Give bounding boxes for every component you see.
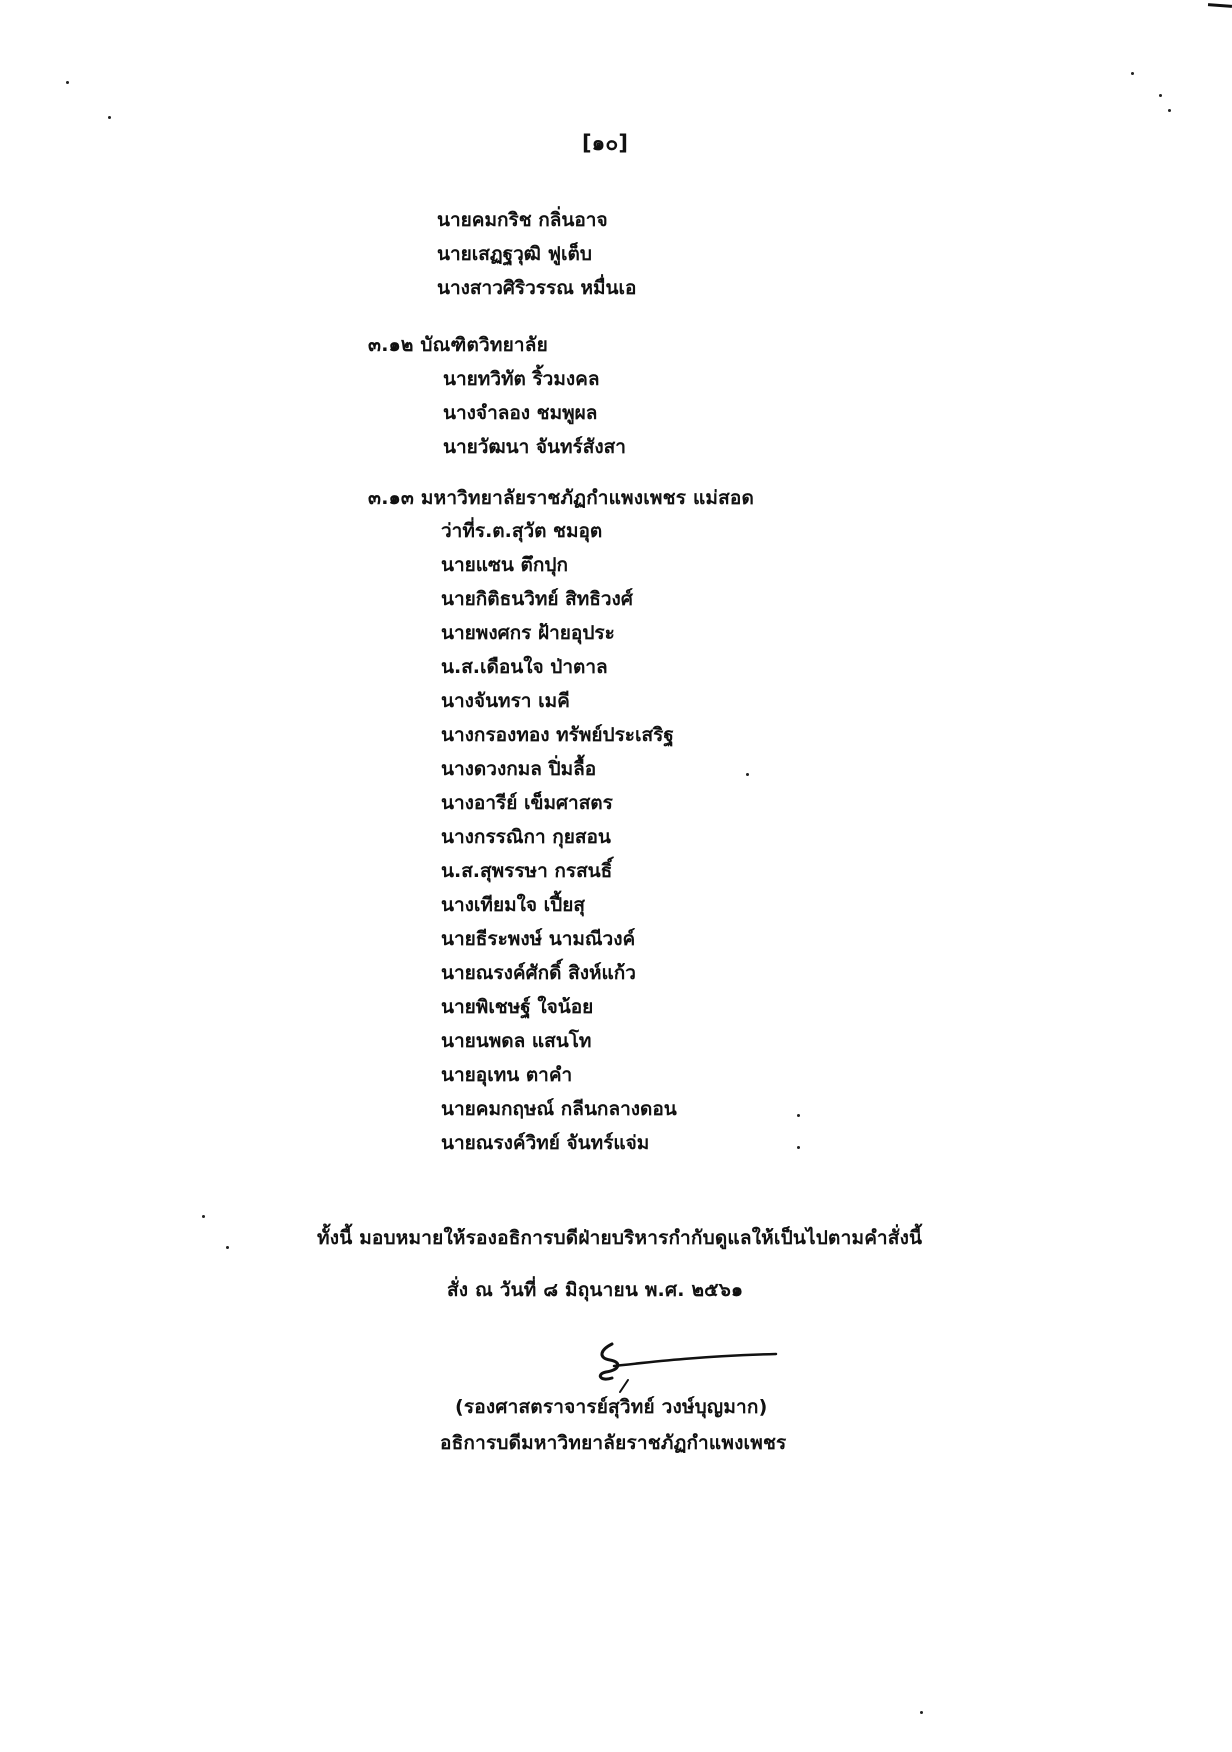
name-entry: นางเทียมใจ เปี้ยสุ bbox=[441, 894, 585, 916]
name-entry: นายพิเชษฐ์ ใจน้อย bbox=[441, 996, 594, 1018]
scan-mark bbox=[1208, 3, 1232, 8]
name-entry: นายณรงค์ศักดิ์ สิงห์แก้ว bbox=[441, 962, 636, 984]
signature bbox=[590, 1336, 790, 1396]
name-entry: นายพงศกร ฝ้ายอุประ bbox=[441, 622, 615, 644]
name-entry: ว่าที่ร.ต.สุวัต ชมอุต bbox=[441, 520, 603, 542]
name-entry: นางสาวศิริวรรณ หมื่นเอ bbox=[437, 277, 637, 299]
section-heading-3-13: ๓.๑๓ มหาวิทยาลัยราชภัฏกำแพงเพชร แม่สอด bbox=[368, 487, 755, 509]
signer-name: (รองศาสตราจารย์สุวิทย์ วงษ์บุญมาก) bbox=[455, 1396, 768, 1418]
name-entry: นางจันทรา เมคี bbox=[441, 690, 570, 712]
name-entry: น.ส.สุพรรษา กรสนธิ์ bbox=[441, 860, 613, 882]
name-entry: นายกิติธนวิทย์ สิทธิวงศ์ bbox=[441, 588, 633, 610]
name-entry: นายณรงค์วิทย์ จันทร์แจ่ม bbox=[441, 1132, 650, 1154]
name-entry: นางกรรณิกา กุยสอน bbox=[441, 826, 611, 848]
scan-speck bbox=[797, 1146, 800, 1149]
name-entry: นางกรองทอง ทรัพย์ประเสริฐ bbox=[441, 724, 674, 746]
scan-speck bbox=[746, 773, 749, 776]
order-date: สั่ง ณ วันที่ ๘ มิถุนายน พ.ศ. ๒๕๖๑ bbox=[447, 1279, 744, 1301]
name-entry: นายนพดล แสนโท bbox=[441, 1030, 592, 1052]
name-entry: นายแซน ตึกปุก bbox=[441, 554, 568, 576]
name-entry: นางจำลอง ชมพูผล bbox=[443, 402, 598, 424]
scan-speck bbox=[108, 116, 111, 119]
closing-statement: ทั้งนี้ มอบหมายให้รองอธิการบดีฝ่ายบริหารกำกับดูแลให้เป็นไปตามคำสั่งนี้ bbox=[317, 1227, 923, 1249]
page-number: [๑๐] bbox=[582, 131, 629, 155]
scan-speck bbox=[1131, 72, 1134, 75]
scan-speck bbox=[202, 1215, 205, 1218]
name-entry: นายทวิทัต ริ้วมงคล bbox=[443, 368, 600, 390]
name-entry: น.ส.เดือนใจ ป่าตาล bbox=[441, 656, 608, 678]
name-entry: นายวัฒนา จันทร์สังสา bbox=[443, 436, 626, 458]
scan-speck bbox=[1168, 109, 1171, 112]
name-entry: นายคมกฤษณ์ กลีนกลางดอน bbox=[441, 1098, 677, 1120]
scan-speck bbox=[1159, 94, 1162, 97]
scan-speck bbox=[797, 1114, 800, 1117]
name-entry: นายคมกริช กลิ่นอาจ bbox=[437, 209, 608, 231]
name-entry: นายอุเทน ตาคำ bbox=[441, 1064, 573, 1086]
scan-speck bbox=[226, 1246, 229, 1249]
name-entry: นางดวงกมล ปิ่มลื้อ bbox=[441, 758, 597, 780]
section-heading-3-12: ๓.๑๒ บัณฑิตวิทยาลัย bbox=[368, 334, 548, 356]
name-entry: นายเสฏฐวุฒิ ฟูเต็บ bbox=[437, 243, 592, 265]
scan-speck bbox=[66, 81, 69, 84]
signer-title: อธิการบดีมหาวิทยาลัยราชภัฏกำแพงเพชร bbox=[440, 1432, 787, 1454]
scan-speck bbox=[920, 1711, 923, 1714]
name-entry: นายธีระพงษ์ นามณีวงค์ bbox=[441, 928, 636, 950]
name-entry: นางอารีย์ เข็มศาสตร bbox=[441, 792, 613, 814]
